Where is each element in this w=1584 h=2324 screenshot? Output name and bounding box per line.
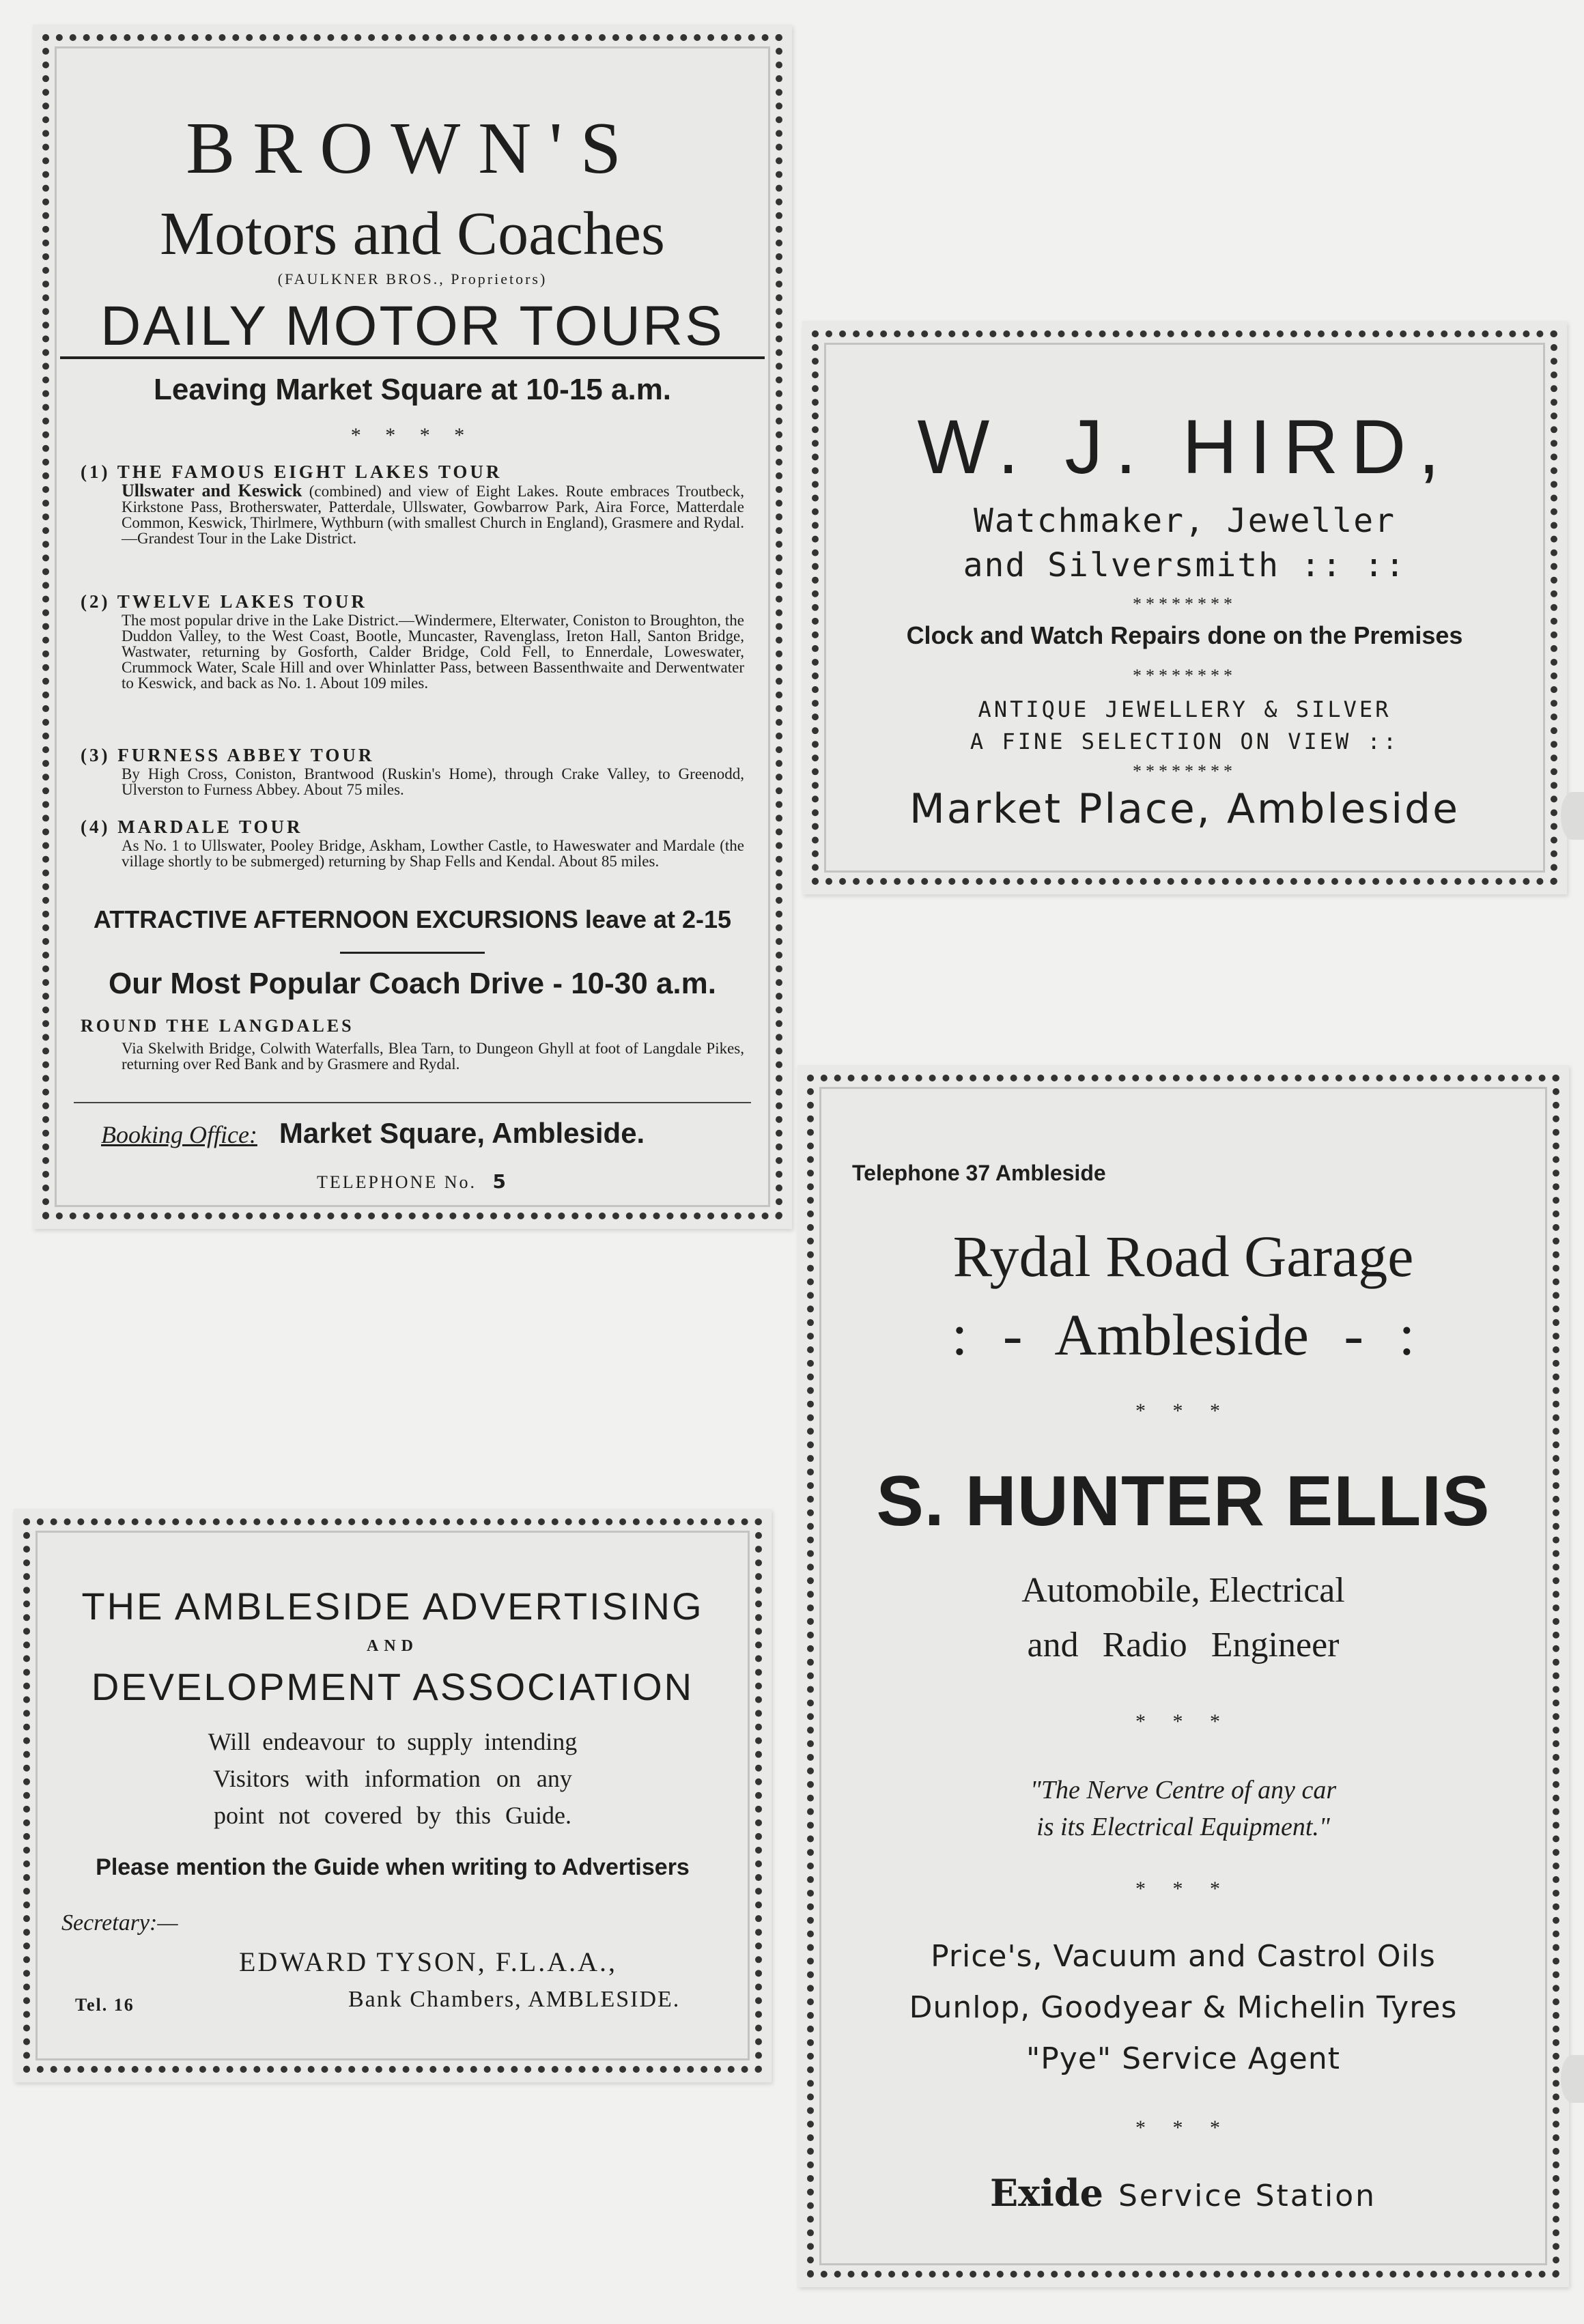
booking-line (101, 1117, 751, 1150)
hird-advert (802, 321, 1567, 894)
association-body-3: point not covered by this Guide. (214, 1802, 571, 1829)
tour-2 (81, 591, 744, 691)
association-title-1: THE AMBLESIDE ADVERTISING (81, 1585, 704, 1628)
browns-heading: DAILY MOTOR TOURS (100, 295, 724, 357)
binder-hole-bottom (1561, 2055, 1584, 2103)
garage-stars-1: * * * (1135, 1400, 1231, 1422)
association-tel: Tel. 16 (75, 1995, 135, 2015)
garage-quote-2: is its Electrical Equipment." (1036, 1813, 1330, 1841)
association-body-1: Will endeavour to supply intending (208, 1728, 578, 1755)
garage-role-2: and Radio Engineer (1027, 1626, 1340, 1664)
browns-name: BROWN'S (186, 108, 639, 189)
browns-subtitle: Motors and Coaches (160, 200, 665, 268)
tour-1-title: (1) THE FAMOUS EIGHT LAKES TOUR (81, 462, 503, 482)
afternoon-excursions: ATTRACTIVE AFTERNOON EXCURSIONS leave at 2-15 (93, 905, 732, 933)
garage-role-1: Automobile, Electrical (1021, 1571, 1345, 1610)
garage-name: Rydal Road Garage (952, 1223, 1414, 1289)
popular-drive: Our Most Popular Coach Drive - 10-30 a.m. (108, 967, 716, 1000)
hird-stars-3: ******** (1133, 761, 1236, 781)
association-secretary-label: Secretary:— (61, 1910, 178, 1936)
tour-4 (81, 817, 744, 869)
booking-label: Booking Office: (101, 1121, 257, 1148)
browns-advert (33, 25, 792, 1229)
hird-stars-1: ******** (1133, 594, 1236, 614)
hird-address: Market Place, Ambleside (909, 785, 1460, 833)
tour-3-title: (3) FURNESS ABBEY TOUR (81, 745, 375, 765)
hird-line-1: Watchmaker, Jeweller (974, 502, 1396, 540)
heading-rule (60, 356, 765, 359)
hird-stars-2: ******** (1133, 666, 1236, 685)
garage-quote-1: "The Nerve Centre of any car (1030, 1776, 1337, 1804)
tour-3-text: By High Cross, Coniston, Brantwood (Ruskin's Home), through Crake Valley, to Greenodd, Ulverston to Furness Abbey. About 75 miles. (122, 765, 744, 798)
garage-advert (797, 1065, 1569, 2287)
tour-4-title: (4) MARDALE TOUR (81, 817, 303, 837)
association-and: AND (367, 1637, 419, 1655)
association-secretary-name: EDWARD TYSON, F.L.A.A., (239, 1946, 617, 1977)
association-body-2: Visitors with information on any (213, 1765, 572, 1792)
garage-owner: S. HUNTER ELLIS (876, 1462, 1490, 1541)
tour-2-title: (2) TWELVE LAKES TOUR (81, 591, 367, 612)
tour-3 (81, 745, 744, 797)
garage-exide-line (838, 2171, 1528, 2215)
tour-1-text: Ullswater and Keswick (combined) and view of Eight Lakes. Route embraces Troutbeck, Kirkstone Pass, Brotherswater, Patterdale, Ullswater, Gowbarrow Park, Aira Force, Matterdale Common, Keswick, Thirlmere, Wythburn (with smallest Church in England), Grasmere and Rydal.—Grandest Tour in the Lake District. (122, 481, 744, 547)
hird-selection: A FINE SELECTION ON VIEW :: (970, 728, 1400, 754)
association-mention: Please mention the Guide when writing to Advertisers (96, 1854, 690, 1880)
garage-tyres: Dunlop, Goodyear & Michelin Tyres (909, 1990, 1458, 2025)
association-title-2: DEVELOPMENT ASSOCIATION (91, 1665, 694, 1708)
langdales-title: ROUND THE LANGDALES (81, 1016, 354, 1036)
browns-proprietors: (FAULKNER BROS., Proprietors) (277, 270, 548, 287)
browns-stars: * * * * (350, 424, 475, 447)
garage-service-station: Service Station (1118, 2179, 1376, 2213)
association-address: Bank Chambers, AMBLESIDE. (348, 1987, 681, 2012)
browns-rule (74, 1102, 751, 1103)
garage-stars-3: * * * (1135, 1877, 1231, 1900)
garage-stars-2: * * * (1135, 1710, 1231, 1733)
garage-pye: "Pye" Service Agent (1026, 2041, 1340, 2076)
hird-name: W. J. HIRD, (917, 404, 1452, 490)
tour-4-text: As No. 1 to Ullswater, Pooley Bridge, Askham, Lowther Castle, to Haweswater and Mardale (the village shortly to be submerged) returning by Shap Fells and Kendal. About 85 miles. (122, 837, 744, 870)
tour-1 (81, 462, 744, 546)
browns-telephone: TELEPHONE No. 5 (317, 1170, 508, 1193)
afternoon-rule (340, 952, 485, 954)
garage-oils: Price's, Vacuum and Castrol Oils (931, 1939, 1436, 1974)
tour-2-text: The most popular drive in the Lake District.—Windermere, Elterwater, Coniston to Broughton, the Duddon Valley, to the West Coast, Bootle, Muncaster, Ravenglass, Ireton Hall, Santon Bridge, Wastwater, returning by Gosforth, Calder Bridge, Cold Fell, to Ennerdale, Loweswater, Crummock Water, Scale Hill and over Whinlatter Pass, between Bassenthwaite and Derwentwater to Keswick, and back as No. 1. About 109 miles. (122, 612, 744, 692)
binder-hole-top (1561, 792, 1584, 840)
leaving-time: Leaving Market Square at 10-15 a.m. (153, 373, 672, 406)
garage-location: : - Ambleside - : (951, 1302, 1415, 1368)
association-advert (14, 1509, 772, 2082)
hird-line-2: and Silversmith :: :: (963, 546, 1406, 584)
booking-address: Market Square, Ambleside. (279, 1117, 645, 1149)
garage-telephone: Telephone 37 Ambleside (852, 1161, 1106, 1185)
hird-repairs: Clock and Watch Repairs done on the Premises (906, 621, 1463, 649)
langdales-text: Via Skelwith Bridge, Colwith Waterfalls, Blea Tarn, to Dungeon Ghyll at foot of Langdale Pikes, returning over Red Bank and by Grasmere and Rydal. (122, 1040, 744, 1073)
garage-stars-4: * * * (1135, 2116, 1231, 2139)
hird-antique: ANTIQUE JEWELLERY & SILVER (978, 696, 1391, 722)
exide-logo: Exide (989, 2171, 1103, 2215)
